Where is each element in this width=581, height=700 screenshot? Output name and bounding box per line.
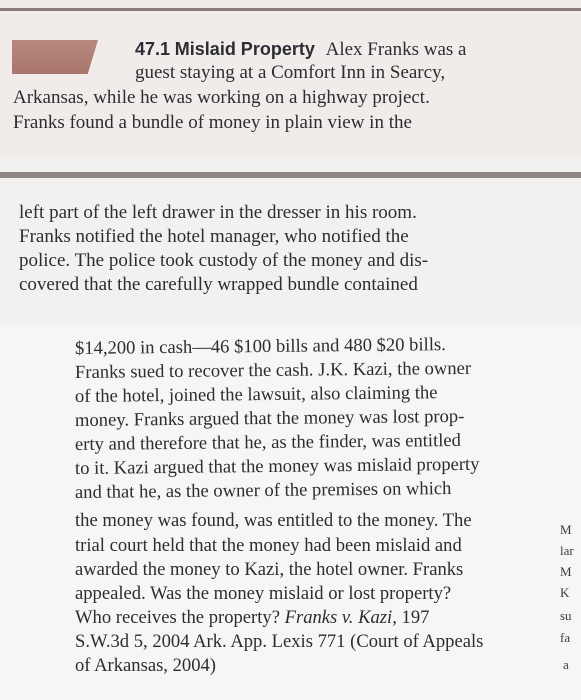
case-citation: Franks v. Kazi,: [284, 607, 397, 628]
text-line: police. The police took custody of the money and dis-: [19, 250, 429, 271]
exercise-title: Mislaid Property: [174, 39, 315, 59]
page-strip-bottom: [0, 324, 581, 700]
section-rule: [0, 172, 581, 178]
page-strip-middle: [0, 156, 581, 324]
citation-volume: 197: [401, 607, 430, 628]
text-line: of the hotel, joined the lawsuit, also claiming the: [74, 382, 438, 407]
margin-fragment: lar: [560, 543, 574, 558]
text-line: appealed. Was the money mislaid or lost property?: [75, 583, 452, 604]
top-rule: [0, 8, 581, 11]
text-line: the money was found, was entitled to the money. The: [75, 510, 472, 531]
exercise-heading: [135, 38, 466, 61]
text-line: Alex Franks was a: [325, 39, 467, 60]
text-line: trial court held that the money had been mislaid and: [75, 535, 462, 556]
text-line: Arkansas, while he was working on a highway project.: [13, 87, 430, 108]
margin-fragment: M: [560, 522, 572, 537]
text-line: and that he, as the owner of the premises on which: [74, 478, 452, 503]
margin-fragment: a: [563, 657, 569, 672]
text-line: awarded the money to Kazi, the hotel owner. Franks: [75, 559, 464, 580]
exercise-number: 47.1: [135, 39, 171, 59]
text-line: $14,200 in cash—46 $100 bills and 480 $20 bills.: [74, 334, 446, 359]
text-line: to it. Kazi argued that the money was mislaid property: [74, 453, 480, 479]
margin-fragment: fa: [560, 630, 571, 645]
text-line: money. Franks argued that the money was lost prop-: [74, 405, 465, 431]
text-line: guest staying at a Comfort Inn in Searcy,: [135, 62, 446, 83]
margin-fragment: K: [560, 585, 570, 600]
margin-fragment: M: [560, 564, 572, 579]
text-line: Franks sued to recover the cash. J.K. Kazi, the owner: [74, 357, 472, 383]
text-line: Franks found a bundle of money in plain view in the: [13, 112, 412, 133]
page-strip-top: [0, 0, 581, 156]
text-line: Franks notified the hotel manager, who notified the: [19, 226, 409, 247]
text-line: covered that the carefully wrapped bundle contained: [19, 274, 418, 295]
text-line: of Arkansas, 2004): [75, 655, 216, 676]
exercise-ribbon-marker: [12, 40, 98, 74]
question-text: Who receives the property?: [75, 607, 285, 628]
text-line: left part of the left drawer in the dresser in his room.: [19, 202, 417, 223]
text-line: S.W.3d 5, 2004 Ark. App. Lexis 771 (Court of Appeals: [75, 631, 484, 652]
text-line: erty and therefore that he, as the finder, was entitled: [74, 429, 462, 455]
margin-fragment: su: [560, 608, 572, 623]
text-line: [75, 607, 429, 629]
